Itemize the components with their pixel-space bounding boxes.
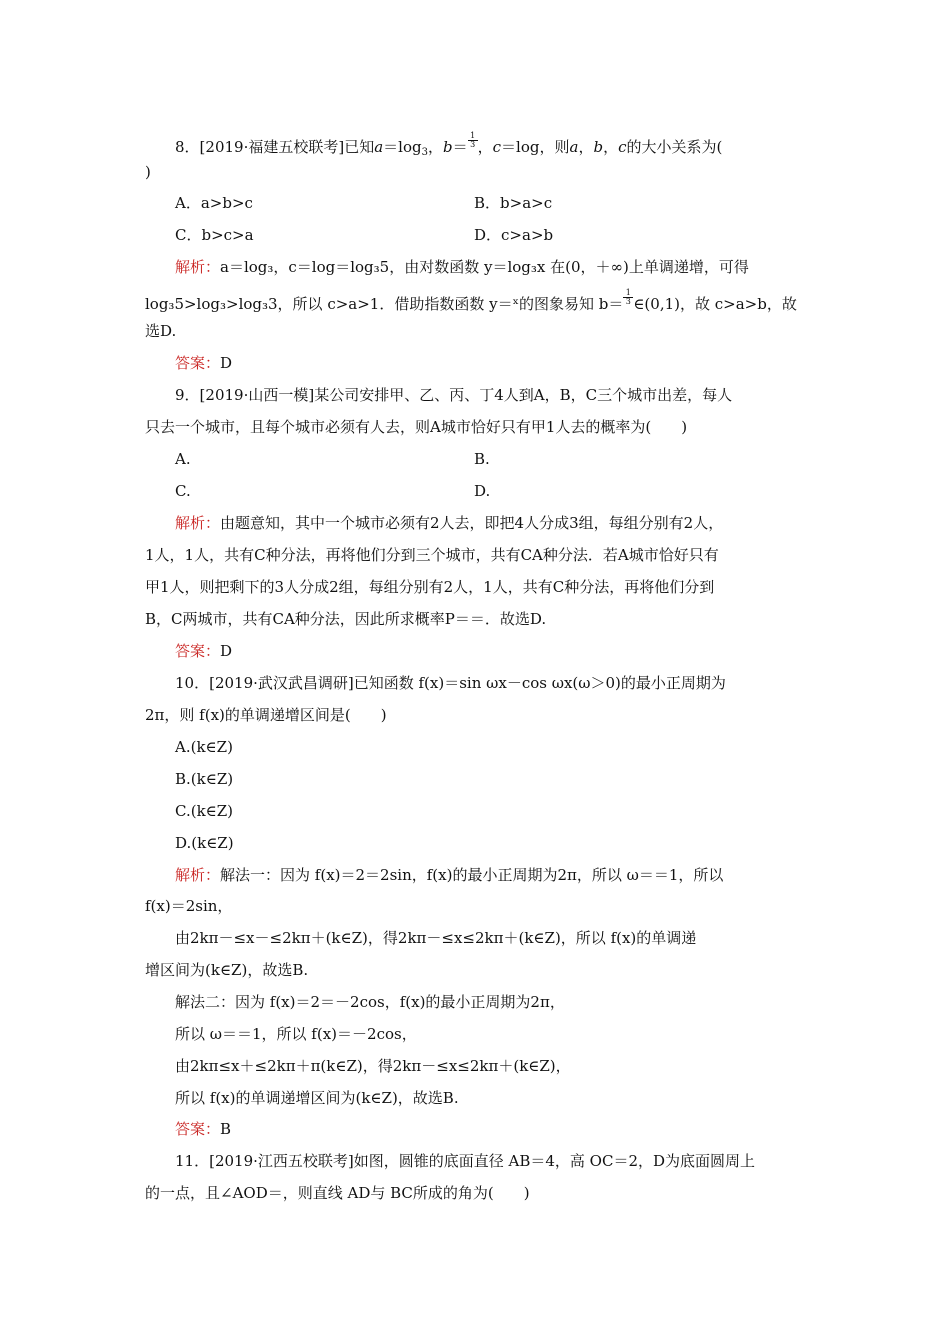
q10-solution-line7: 由2kπ≤x＋≤2kπ＋π(k∈Z)，得2kπ－≤x≤2kπ＋(k∈Z)， (175, 1057, 571, 1075)
q8-option-a: A．a>b>c (175, 194, 253, 212)
q10-option-b: B.(k∈Z) (175, 770, 234, 788)
q8-answer-label: 答案： (175, 354, 221, 372)
q10-stem-line2: 2π，则 f(x)的单调递增区间是( ) (145, 706, 387, 724)
q10-option-d: D.(k∈Z) (175, 834, 234, 852)
q10-solution-line1: 解析：解法一：因为 f(x)＝2＝2sin，f(x)的最小正周期为2π，所以 ω＝＝1，所以 (175, 866, 724, 884)
q9-option-d: D. (474, 482, 491, 500)
q9-option-a: A. (175, 450, 191, 468)
q8-solution-label: 解析： (175, 258, 221, 276)
q10-solution-label: 解析： (175, 866, 221, 884)
q9-solution-line3: 甲1人，则把剩下的3人分成2组，每组分别有2人，1人，共有C种分法，再将他们分到 (145, 578, 715, 596)
q10-solution-line4: 增区间为(k∈Z)，故选B. (145, 961, 309, 979)
q8-option-b: B．b>a>c (474, 194, 553, 212)
q8-stem-line1: 8．[2019·福建五校联考]已知$a=\log_3$，b＝ $\frac{1}{3}$ ，c＝log，则a，b，c的大小关系为( (175, 131, 723, 158)
q9-option-c: C. (175, 482, 191, 500)
q8-solution-line2: log₃5>log₃>log₃3，所以 c>a>1．借助指数函数 y＝ˣ的图象易知 b＝ $\frac{1}{3}$ ∈(0,1)，故 c>a>b，故 (145, 288, 797, 313)
q8-stem-close: ) (145, 163, 151, 181)
q8-option-c: C．b>c>a (175, 226, 254, 244)
q8-fraction: $\frac{1}{3}$ (468, 132, 478, 149)
q8-solution-line1: 解析：a＝log₃，c＝log＝log₃5，由对数函数 y＝log₃x 在(0，＋∞)上单调递增，可得 (175, 258, 749, 276)
q9-answer-label: 答案： (175, 642, 221, 660)
q8-stem-text: 8．[2019·福建五校联考]已知 (175, 138, 375, 156)
q10-answer: 答案：B (175, 1120, 232, 1138)
q10-answer-label: 答案： (175, 1120, 221, 1138)
q10-solution-line3: 由2kπ－≤x－≤2kπ＋(k∈Z)，得2kπ－≤x≤2kπ＋(k∈Z)，所以 f(x)的单调递 (175, 929, 697, 947)
q9-solution-line2: 1人，1人，共有C种分法，再将他们分到三个城市，共有CA种分法．若A城市恰好只有 (145, 546, 719, 564)
q10-solution-line5: 解法二：因为 f(x)＝2＝－2cos，f(x)的最小正周期为2π， (175, 993, 565, 1011)
q9-solution-label: 解析： (175, 514, 221, 532)
q10-solution-line8: 所以 f(x)的单调递增区间为(k∈Z)，故选B. (175, 1089, 459, 1107)
q10-stem-line1: 10．[2019·武汉武昌调研]已知函数 f(x)＝sin ωx－cos ωx(ω＞0)的最小正周期为 (175, 674, 726, 692)
q9-answer: 答案：D (175, 642, 233, 660)
q10-solution-line6: 所以 ω＝＝1，所以 f(x)＝－2cos， (175, 1025, 417, 1043)
q10-option-c: C.(k∈Z) (175, 802, 234, 820)
q9-solution-line4: B，C两城市，共有CA种分法，因此所求概率P＝＝．故选D. (145, 610, 547, 628)
q8-solution-line3: 选D. (145, 322, 177, 340)
q8-answer: 答案：D (175, 354, 233, 372)
q9-stem-line2: 只去一个城市，且每个城市必须有人去，则A城市恰好只有甲1人去的概率为( ) (145, 418, 688, 436)
q9-option-b: B. (474, 450, 490, 468)
q10-solution-line2: f(x)＝2sin， (145, 897, 233, 915)
q10-option-a: A.(k∈Z) (175, 738, 233, 756)
q9-stem-line1: 9．[2019·山西一模]某公司安排甲、乙、丙、丁4人到A，B，C三个城市出差，每人 (175, 386, 733, 404)
q11-stem-line2: 的一点，且∠AOD＝，则直线 AD与 BC所成的角为( ) (145, 1184, 530, 1202)
q8-option-d: D．c>a>b (474, 226, 554, 244)
q9-solution-line1: 解析：由题意知，其中一个城市必须有2人去，即把4人分成3组，每组分别有2人， (175, 514, 724, 532)
q11-stem-line1: 11．[2019·江西五校联考]如图，圆锥的底面直径 AB＝4，高 OC＝2，D为底面圆周上 (175, 1152, 756, 1170)
